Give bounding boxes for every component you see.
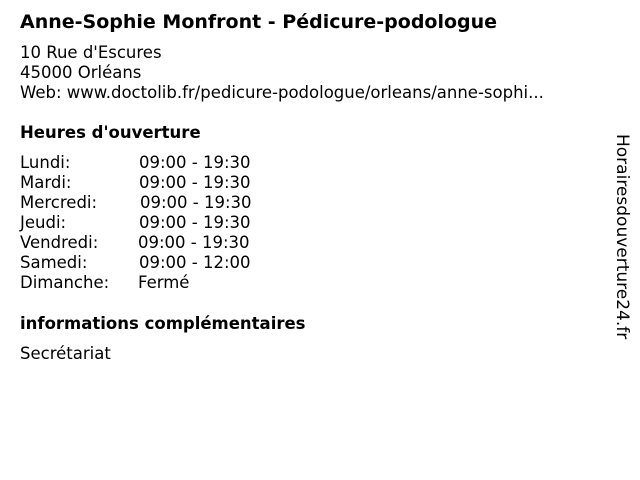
address-block xyxy=(20,43,544,103)
street-address: 10 Rue d'Escures xyxy=(20,43,162,62)
time-value: Fermé xyxy=(138,273,190,292)
time-value: 09:00 - 19:30 xyxy=(140,193,252,212)
day-label: Jeudi: xyxy=(20,213,67,232)
brand-watermark: Horairesdouverture24.fr xyxy=(612,134,632,340)
website-link[interactable]: Web: www.doctolib.fr/pedicure-podologue/orleans/anne-sophi... xyxy=(20,83,544,102)
day-label: Mercredi: xyxy=(20,193,98,212)
city-address: 45000 Orléans xyxy=(20,63,142,82)
day-label: Samedi: xyxy=(20,253,88,272)
extra-info-heading: informations complémentaires xyxy=(20,314,306,333)
time-value: 09:00 - 12:00 xyxy=(139,253,251,272)
business-name: Anne-Sophie Monfront - Pédicure-podologue xyxy=(20,11,498,33)
hours-row-saturday xyxy=(20,253,320,273)
time-value: 09:00 - 19:30 xyxy=(139,153,251,172)
hours-row-monday xyxy=(20,153,320,173)
hours-row-friday xyxy=(20,233,320,253)
hours-row-sunday xyxy=(20,273,320,293)
time-value: 09:00 - 19:30 xyxy=(139,213,251,232)
day-label: Lundi: xyxy=(20,153,71,172)
time-value: 09:00 - 19:30 xyxy=(139,173,251,192)
extra-info-text: Secrétariat xyxy=(20,344,111,363)
day-label: Vendredi: xyxy=(20,233,99,252)
hours-row-tuesday xyxy=(20,173,320,193)
hours-table xyxy=(20,153,320,293)
day-label: Dimanche: xyxy=(20,273,110,292)
hours-row-thursday xyxy=(20,213,320,233)
time-value: 09:00 - 19:30 xyxy=(138,233,250,252)
day-label: Mardi: xyxy=(20,173,72,192)
hours-row-wednesday xyxy=(20,193,320,213)
hours-heading: Heures d'ouverture xyxy=(20,123,201,142)
